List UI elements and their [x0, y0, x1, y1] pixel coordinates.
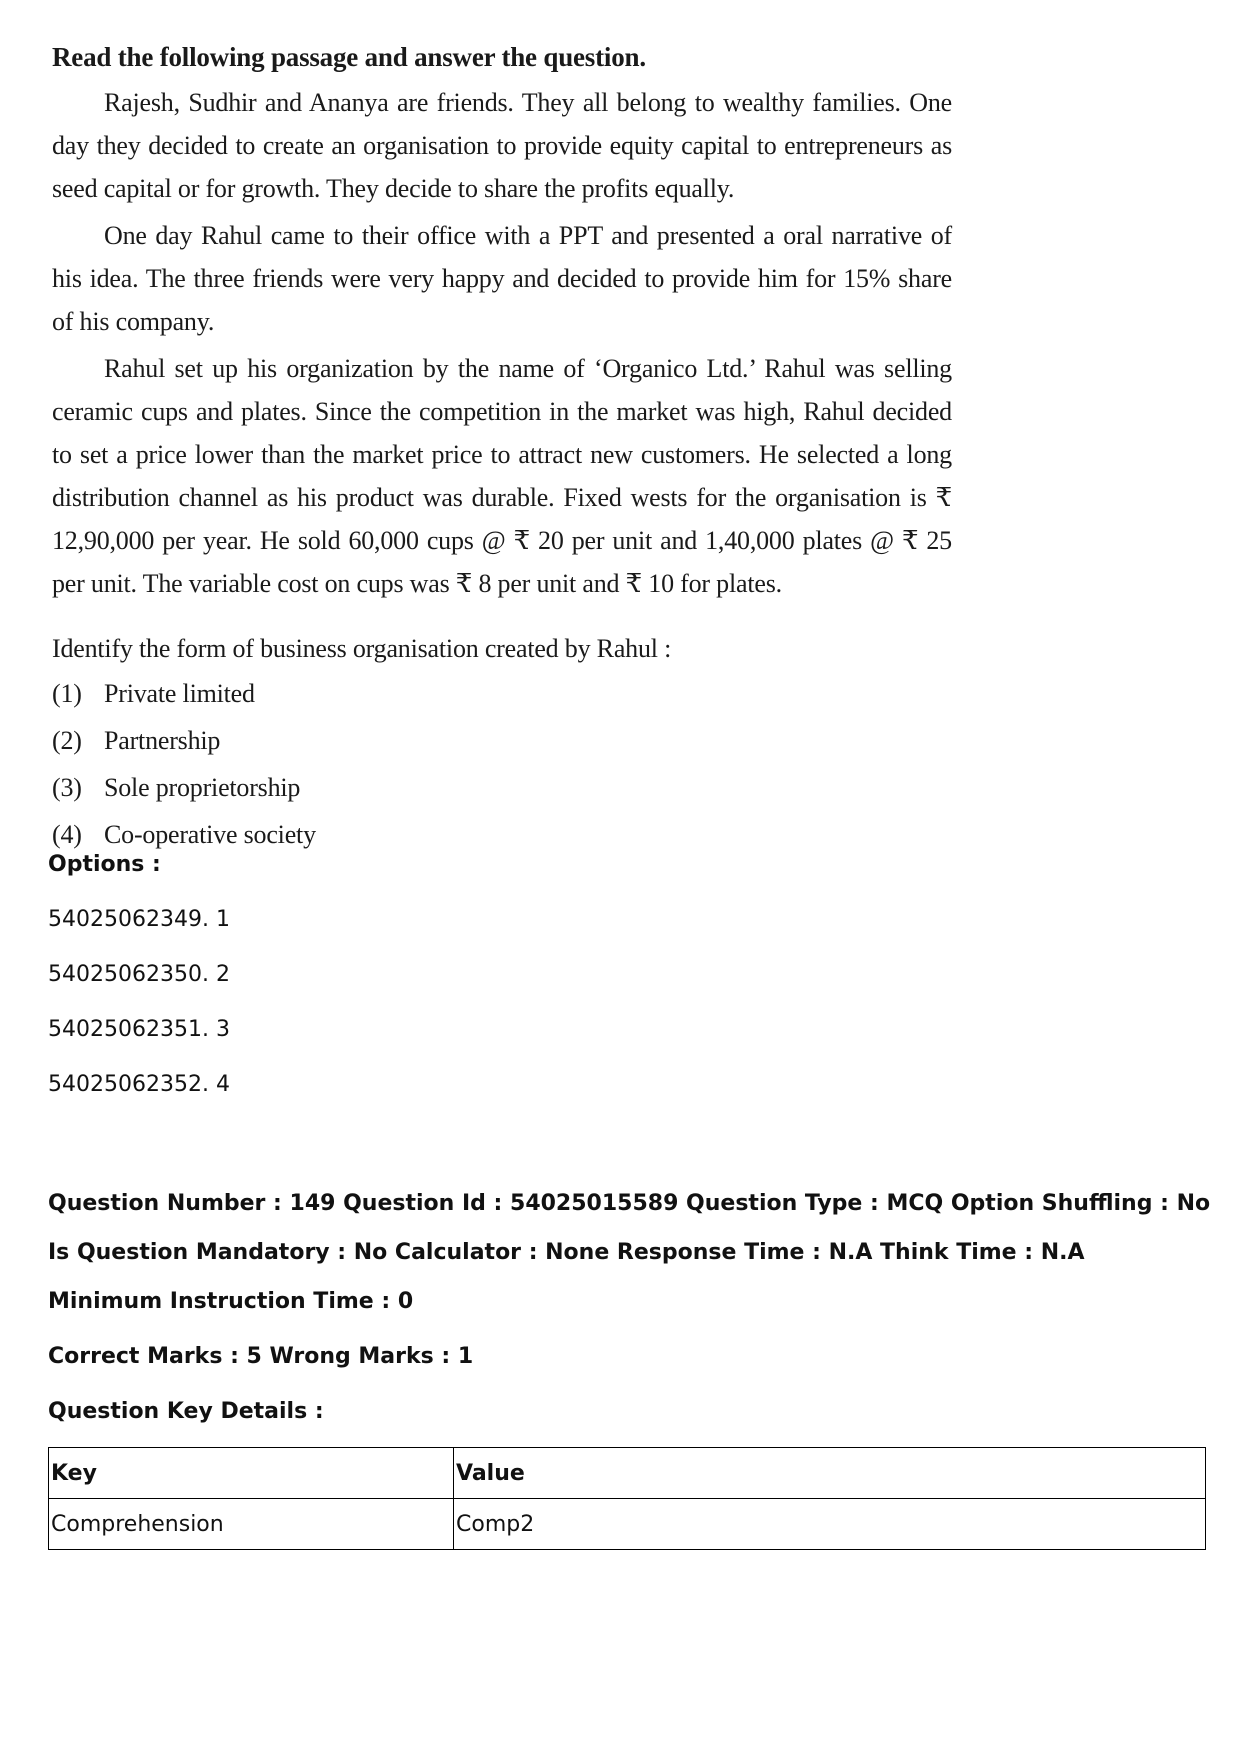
- key-details-table: [48, 1447, 1206, 1550]
- option-item: 54025062352. 4: [48, 1072, 230, 1097]
- choice-item: [52, 811, 952, 858]
- choice-text: Co-operative society: [104, 820, 316, 849]
- table-header-row: [49, 1448, 1206, 1499]
- table-row: [49, 1499, 1206, 1550]
- choice-text: Private limited: [104, 679, 255, 708]
- question-meta-line: Question Number : 149 Question Id : 54025015589 Question Type : MCQ Option Shuffling : No: [48, 1191, 1211, 1216]
- choice-text: Sole proprietorship: [104, 773, 301, 802]
- table-cell: Comp2: [454, 1499, 1206, 1550]
- passage-image: [52, 36, 952, 858]
- question-meta-line: Is Question Mandatory : No Calculator : None Response Time : N.A Think Time : N.A: [48, 1240, 1085, 1265]
- passage-paragraph: Rajesh, Sudhir and Ananya are friends. They all belong to wealthy families. One day they decided to create an organisation to provide equity capital to entrepreneurs as seed capital or for growth. They decide to share the profits equally.: [52, 88, 952, 203]
- options-label: Options :: [48, 852, 161, 877]
- passage-paragraph: Rahul set up his organization by the name of ‘Organico Ltd.’ Rahul was selling ceramic cups and plates. Since the competition in the market was high, Rahul decided to set a price lower than the market price to attract new customers. He selected a long distribution channel as his product was durable. Fixed wests for the organisation is ₹ 12,90,000 per year. He sold 60,000 cups @ ₹ 20 per unit and 1,40,000 plates @ ₹ 25 per unit. The variable cost on cups was ₹ 8 per unit and ₹ 10 for plates.: [52, 354, 952, 598]
- choice-number: (2): [52, 726, 82, 755]
- choice-number: (3): [52, 773, 82, 802]
- option-item: 54025062350. 2: [48, 962, 230, 987]
- table-cell: Comprehension: [49, 1499, 454, 1550]
- option-item: 54025062349. 1: [48, 907, 230, 932]
- choice-text: Partnership: [104, 726, 221, 755]
- choice-item: [52, 717, 952, 764]
- choice-item: [52, 670, 952, 717]
- marks-line: Correct Marks : 5 Wrong Marks : 1: [48, 1344, 474, 1369]
- choice-item: [52, 764, 952, 811]
- passage-heading: Read the following passage and answer the question.: [52, 42, 646, 72]
- question-meta-line: Minimum Instruction Time : 0: [48, 1289, 414, 1314]
- choice-number: (4): [52, 820, 82, 849]
- passage-paragraph: One day Rahul came to their office with a PPT and presented a oral narrative of his idea. The three friends were very happy and decided to provide him for 15% share of his company.: [52, 221, 952, 336]
- choice-number: (1): [52, 679, 82, 708]
- question-text: Identify the form of business organisation created by Rahul :: [52, 634, 672, 663]
- table-header-cell: Value: [454, 1448, 1206, 1499]
- table-header-cell: Key: [49, 1448, 454, 1499]
- key-details-label: Question Key Details :: [48, 1399, 324, 1424]
- option-item: 54025062351. 3: [48, 1017, 230, 1042]
